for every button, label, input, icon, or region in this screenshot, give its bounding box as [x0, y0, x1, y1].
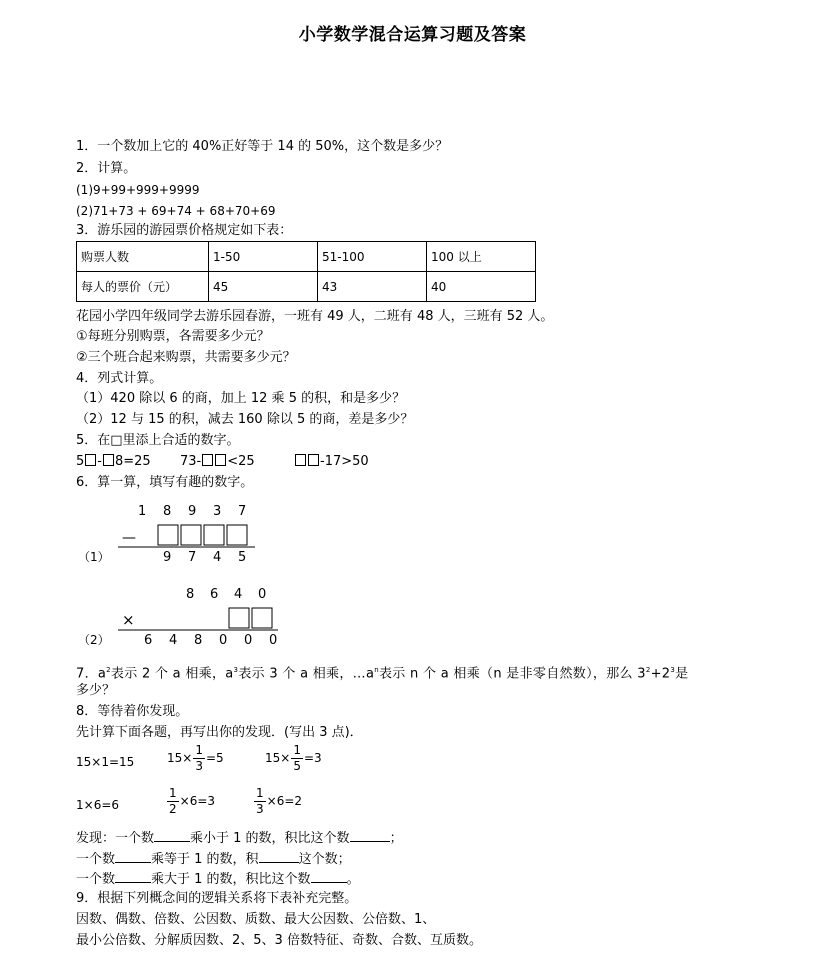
- q8-row-2-col-3: $\frac{1}{3}$ ×6=2: [256, 786, 303, 816]
- answer-blank[interactable]: [115, 849, 151, 863]
- answer-box[interactable]: [158, 525, 178, 545]
- answer-box[interactable]: [202, 454, 213, 466]
- q8-row-1-col-2: 15× $\frac{1}{3}$ =5: [167, 743, 224, 773]
- question-9-line-1: 因数、偶数、倍数、公因数、质数、最大公因数、公倍数、1、: [76, 912, 436, 927]
- answer-blank[interactable]: [115, 869, 151, 883]
- digit: 0: [258, 587, 267, 602]
- table-cell: 43: [318, 272, 427, 302]
- question-3-sub-2: ②三个班合起来购票，共需要多少元？: [76, 350, 296, 365]
- answer-box[interactable]: [204, 525, 224, 545]
- digit: 8: [186, 587, 195, 602]
- question-2-label: 2．计算。: [76, 161, 137, 176]
- answer-blank[interactable]: [259, 849, 299, 863]
- digit: 4: [213, 550, 222, 565]
- digit: 0: [244, 633, 253, 648]
- question-3-intro: 3．游乐园的游园票价格规定如下表：: [76, 223, 293, 238]
- digit: 8: [163, 504, 172, 519]
- digit: 8: [194, 633, 203, 648]
- digit: 5: [238, 550, 247, 565]
- answer-box[interactable]: [229, 608, 249, 628]
- table-cell: 1-50: [209, 242, 318, 272]
- table-row: [77, 242, 536, 272]
- digit: 4: [234, 587, 243, 602]
- q8-row-2-col-2: $\frac{1}{2}$ ×6=3: [169, 786, 216, 816]
- digit: 3: [213, 504, 222, 519]
- answer-blank[interactable]: [350, 828, 390, 842]
- times-sign: ×: [122, 611, 135, 629]
- digit: 7: [238, 504, 247, 519]
- part-1-label: （1）: [78, 550, 110, 564]
- answer-box[interactable]: [252, 608, 272, 628]
- digit: 4: [169, 633, 178, 648]
- q8-finding-2: 一个数 乘等于 1 的数，积 这个数；: [76, 849, 351, 869]
- answer-box[interactable]: [308, 454, 319, 466]
- question-2-part-1: (1)9+99+999+9999: [76, 183, 200, 197]
- answer-box[interactable]: [181, 525, 201, 545]
- vertical-calculations: [0, 490, 300, 655]
- ticket-price-table: [76, 241, 536, 302]
- question-3-text: 花园小学四年级同学去游乐园春游，一班有 49 人，二班有 48 人，三班有 52 人。: [76, 309, 554, 324]
- minus-sign: —: [122, 530, 136, 546]
- question-7-line-1: 7．$a^2$表示 2 个 a 相乘，$a^3$表示 3 个 a 相乘，$\dots a^n$表示 n 个 a 相乘（n 是非零自然数），那么 $3^2+2^3$是: [76, 666, 689, 682]
- digit: 0: [269, 633, 278, 648]
- q8-row-1-col-1: 15×1=15: [76, 755, 135, 769]
- fraction: $\frac{1}{3}$: [195, 743, 203, 773]
- page-title: 小学数学混合运算习题及答案: [298, 25, 527, 45]
- digit: 6: [144, 633, 153, 648]
- fraction: $\frac{1}{2}$: [169, 786, 177, 816]
- question-5-expr-1: 5 - 8=25: [76, 454, 151, 469]
- answer-blank[interactable]: [311, 869, 347, 883]
- question-5-expr-2: 73- <25: [180, 454, 255, 469]
- q8-finding-3: 一个数 乘大于 1 的数，积比这个数 。: [76, 869, 360, 889]
- question-9-line-2: 最小公倍数、分解质因数、2、5、3 倍数特征、奇数、合数、互质数。: [76, 933, 482, 948]
- digit: 9: [188, 504, 197, 519]
- fraction: $\frac{1}{3}$: [256, 786, 264, 816]
- question-4-label: 4．列式计算。: [76, 371, 163, 386]
- q8-row-2-col-1: 1×6=6: [76, 798, 120, 812]
- table-cell: 51-100: [318, 242, 427, 272]
- question-6-label: 6．算一算，填写有趣的数字。: [76, 475, 254, 490]
- question-4-sub-2: （2）12 与 15 的积，减去 160 除以 5 的商，差是多少？: [76, 412, 414, 427]
- table-cell: 40: [427, 272, 536, 302]
- answer-box[interactable]: [85, 454, 96, 466]
- question-8-label: 8．等待着你发现。: [76, 704, 189, 719]
- table-cell: 购票人数: [77, 242, 209, 272]
- question-5-label: 5．在□里添上合适的数字。: [76, 433, 240, 448]
- digit: 6: [210, 587, 219, 602]
- q8-row-1-col-3: 15× $\frac{1}{5}$ =3: [265, 743, 322, 773]
- answer-box[interactable]: [103, 454, 114, 466]
- question-8-intro: 先计算下面各题，再写出你的发现．(写出 3 点)．: [76, 725, 363, 740]
- q8-finding-1: 发现：一个数 乘小于 1 的数，积比这个数 ；: [76, 828, 403, 848]
- digit: 1: [138, 504, 147, 519]
- fraction: $\frac{1}{5}$: [293, 743, 301, 773]
- answer-box[interactable]: [295, 454, 306, 466]
- answer-box[interactable]: [215, 454, 226, 466]
- question-4-sub-1: （1）420 除以 6 的商，加上 12 乘 5 的积，和是多少？: [76, 391, 406, 406]
- table-cell: 45: [209, 272, 318, 302]
- digit: 7: [188, 550, 197, 565]
- question-5-expr-3: -17>50: [294, 453, 369, 471]
- question-2-part-2: (2)71+73 + 69+74 + 68+70+69: [76, 204, 276, 218]
- answer-blank[interactable]: [154, 828, 190, 842]
- table-row: [77, 272, 536, 302]
- digit: 0: [219, 633, 228, 648]
- table-cell: 每人的票价（元）: [77, 272, 209, 302]
- question-3-sub-1: ①每班分别购票，各需要多少元？: [76, 329, 270, 344]
- question-7-line-2: 多少？: [76, 683, 116, 698]
- part-2-label: （2）: [78, 633, 110, 647]
- question-9-label: 9．根据下列概念间的逻辑关系将下表补充完整。: [76, 891, 358, 906]
- table-cell: 100 以上: [427, 242, 536, 272]
- answer-box[interactable]: [227, 525, 247, 545]
- digit: 9: [163, 550, 172, 565]
- question-1: 1．一个数加上它的 40%正好等于 14 的 50%，这个数是多少？: [76, 139, 449, 154]
